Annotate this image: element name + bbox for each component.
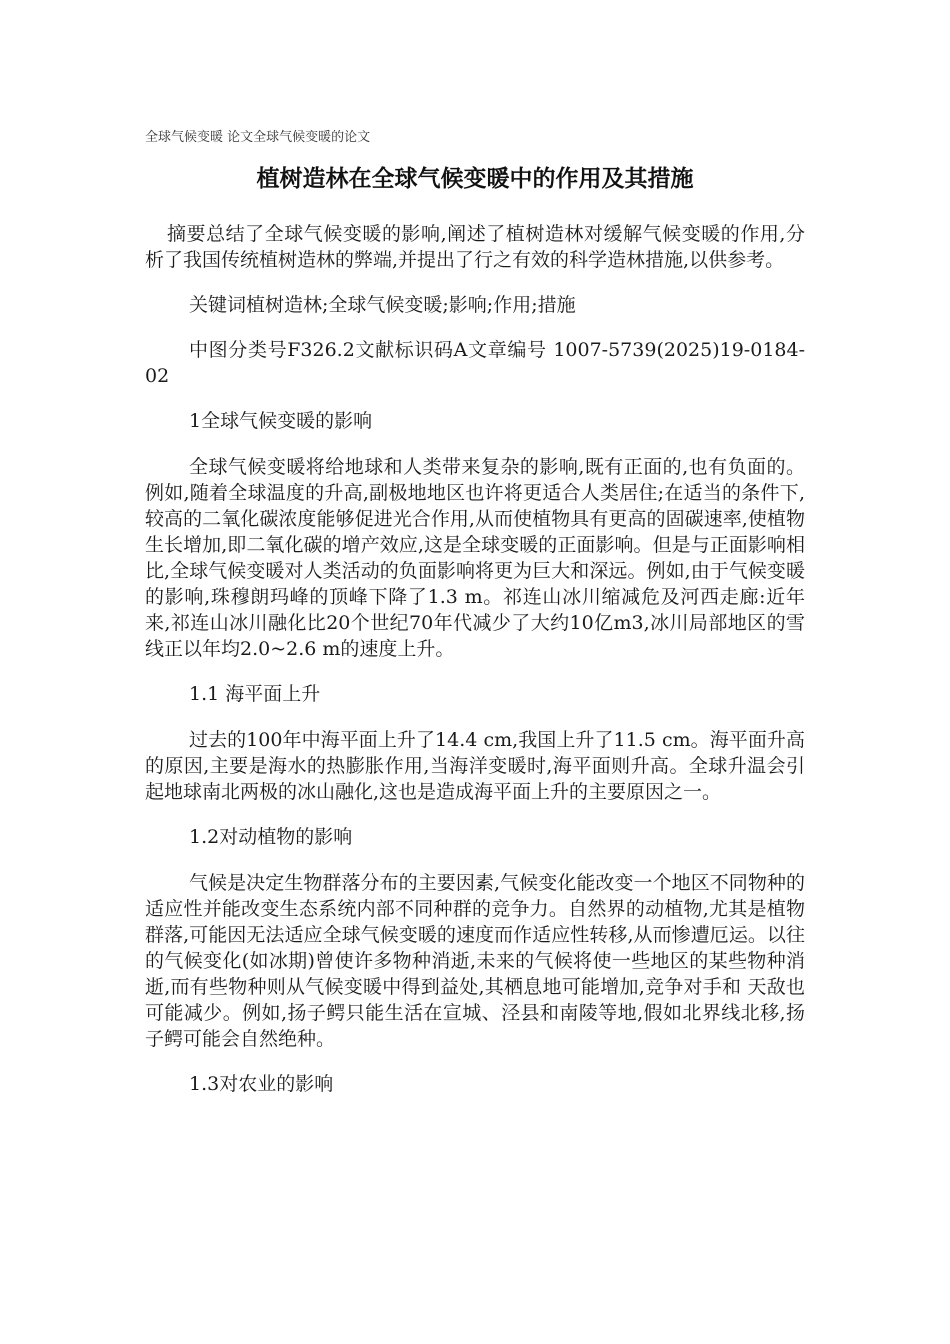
article-body	[145, 221, 805, 1117]
abstract-paragraph: 摘要总结了全球气候变暖的影响,阐述了植树造林对缓解气候变暖的作用,分析了我国传统植树造林的弊端,并提出了行之有效的科学造林措施,以供参考。	[145, 223, 805, 271]
article-title: 植树造林在全球气候变暖中的作用及其措施	[256, 166, 694, 192]
classification-paragraph: 中图分类号F326.2文献标识码A文章编号 1007-5739(2025)19-0184-02	[145, 339, 805, 387]
section-paragraph: 过去的100年中海平面上升了14.4 cm,我国上升了11.5 cm。海平面升高的原因,主要是海水的热膨胀作用,当海洋变暖时,海平面则升高。全球升温会引起地球南北两极的冰山融化,这也是造成海平面上升的主要原因之一。	[145, 729, 805, 803]
section-heading: 1.2对动植物的影响	[189, 826, 353, 848]
section-heading: 1全球气候变暖的影响	[189, 410, 373, 432]
keywords-paragraph: 关键词植树造林;全球气候变暖;影响;作用;措施	[189, 294, 576, 316]
section-heading: 1.3对农业的影响	[189, 1073, 334, 1095]
running-header: 全球气候变暖 论文全球气候变暖的论文	[145, 130, 371, 145]
section-paragraph: 气候是决定生物群落分布的主要因素,气候变化能改变一个地区不同物种的适应性并能改变生态系统内部不同种群的竞争力。自然界的动植物,尤其是植物群落,可能因无法适应全球气候变暖的速度而作适应性转移,从而惨遭厄运。以往的气候变化(如冰期)曾使许多物种消逝,未来的气候将使一些地区的某些物种消逝,而有些物种则从气候变暖中得到益处,其栖息地可能增加,竞争对手和 天敌也可能减少。例如,扬子鳄只能生活在宣城、泾县和南陵等地,假如北界线北移,扬子鳄可能会自然绝种。	[145, 872, 805, 1050]
section-heading: 1.1 海平面上升	[189, 683, 321, 705]
section-paragraph: 全球气候变暖将给地球和人类带来复杂的影响,既有正面的,也有负面的。例如,随着全球温度的升高,副极地地区也许将更适合人类居住;在适当的条件下,较高的二氧化碳浓度能够促进光合作用,从而使植物具有更高的固碳速率,使植物生长增加,即二氧化碳的增产效应,这是全球变暖的正面影响。但是与正面影响相比,全球气候变暖对人类活动的负面影响将更为巨大和深远。例如,由于气候变暖的影响,珠穆朗玛峰的顶峰下降了1.3 m。祁连山冰川缩减危及河西走廊:近年来,祁连山冰川融化比20个世纪70年代减少了大约10亿m3,冰川局部地区的雪线正以年均2.0~2.6 m的速度上升。	[145, 456, 805, 660]
